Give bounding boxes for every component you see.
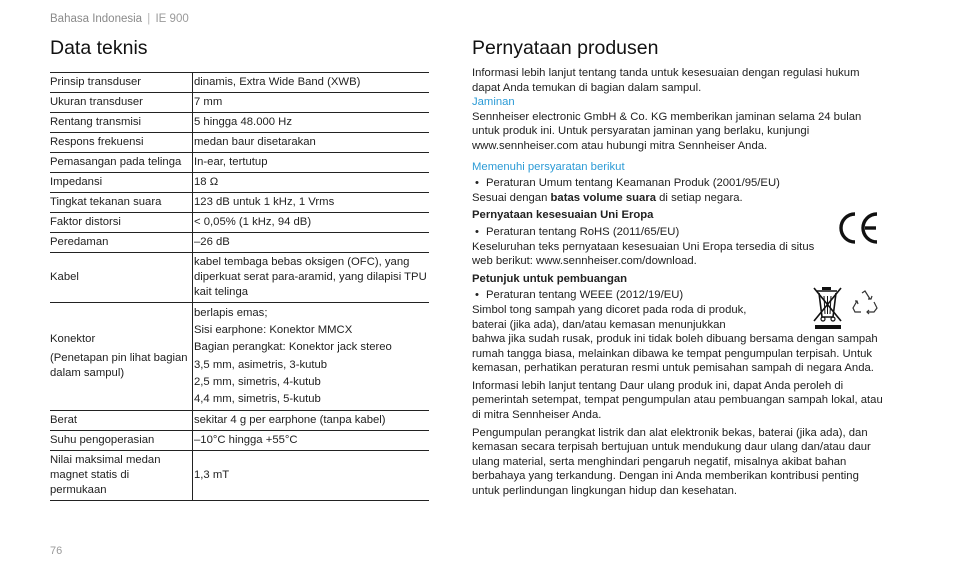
page-number: 76	[50, 545, 63, 557]
header-separator: |	[147, 13, 151, 25]
spec-value: 18 Ω	[193, 173, 430, 193]
page-header	[50, 13, 189, 25]
compliance-text	[472, 191, 884, 206]
spec-value-line: Sisi earphone: Konektor MMCX	[194, 324, 353, 337]
eu-heading: Pernyataan kesesuaian Uni Eropa	[472, 209, 654, 222]
compliance-text-bold: batas volume suara	[550, 191, 656, 204]
spec-value-line: 3,5 mm, asimetris, 3-kutub	[194, 358, 328, 371]
spec-key: Prinsip transduser	[50, 73, 193, 93]
disposal-heading: Petunjuk untuk pembuangan	[472, 272, 628, 285]
spec-value: sekitar 4 g per earphone (tanpa kabel)	[193, 411, 430, 431]
compliance-heading: Memenuhi persyaratan berikut	[472, 160, 625, 173]
compliance-text-pre: Sesuai dengan	[472, 191, 551, 204]
spec-key: Impedansi	[50, 173, 193, 193]
eu-bullet: • Peraturan tentang RoHS (2011/65/EU)	[472, 225, 884, 240]
spec-value: 1,3 mT	[193, 451, 430, 501]
spec-key: Kabel	[50, 253, 193, 303]
spec-value-line: 2,5 mm, simetris, 4-kutub	[194, 375, 321, 388]
table-row	[50, 73, 429, 93]
disposal-paragraph-1: bahwa jika sudah rusak, produk ini tidak boleh dibuang bersama dengan sampah rumah tangga biasa, melainkan dibawa ke tempat pengumpulan terpisah. Untuk kemasan, perhatikan peraturan resmi untuk pemisahan sampah di negara Anda.	[472, 333, 878, 375]
declaration-title: Pernyataan produsen	[472, 37, 659, 59]
spec-key: Peredaman	[50, 233, 193, 253]
ce-mark-icon	[836, 210, 880, 246]
spec-key: Rentang transmisi	[50, 113, 193, 133]
table-row	[50, 451, 429, 501]
table-row	[50, 153, 429, 173]
spec-key: Pemasangan pada telinga	[50, 153, 193, 173]
compliance-text-post: di setiap negara.	[656, 191, 743, 204]
specs-table	[50, 72, 429, 501]
table-row	[50, 93, 429, 113]
spec-value: 5 hingga 48.000 Hz	[193, 113, 430, 133]
technical-data-title: Data teknis	[50, 37, 148, 59]
table-row	[50, 431, 429, 451]
table-row	[50, 253, 429, 303]
spec-value: –10°C hingga +55°C	[193, 431, 430, 451]
header-language: Bahasa Indonesia	[50, 13, 143, 25]
disposal-paragraph-3: Pengumpulan perangkat listrik dan alat elektronik bekas, baterai (jika ada), dan kemasan secara terpisah bertujuan untuk mendukung daur ulang dan/atau daur ulang material, serta menghindari pengaruh negatif, misalnya akibat bahan berbahaya yang terkandung. Dengan ini Anda memberikan kontribusi penting untuk perlindungan lingkungan hidup dan kesehatan.	[472, 426, 871, 498]
table-row	[50, 193, 429, 213]
spec-key-connector	[50, 303, 193, 411]
table-row	[50, 113, 429, 133]
spec-key-note: (Penetapan pin lihat bagian dalam sampul)	[50, 352, 188, 380]
spec-value: 123 dB untuk 1 kHz, 1 Vrms	[193, 193, 430, 213]
spec-value: < 0,05% (1 kHz, 94 dB)	[193, 213, 430, 233]
spec-key: Konektor	[50, 333, 96, 346]
table-row	[50, 213, 429, 233]
spec-key: Nilai maksimal medan magnet statis di permukaan	[50, 451, 193, 501]
spec-key: Tingkat tekanan suara	[50, 193, 193, 213]
table-row	[50, 303, 429, 411]
crossed-out-bin-icon	[812, 285, 844, 331]
spec-value: kabel tembaga bebas oksigen (OFC), yang diperkuat serat para-aramid, yang dilapisi TPU kait telinga	[193, 253, 430, 303]
spec-value: –26 dB	[193, 233, 430, 253]
table-row	[50, 173, 429, 193]
table-row	[50, 133, 429, 153]
disposal-line-2: baterai (jika ada), dan/atau kemasan menunjukkan	[472, 318, 726, 331]
recycle-icon	[851, 289, 879, 317]
technical-data-section	[50, 36, 429, 501]
spec-value: 7 mm	[193, 93, 430, 113]
spec-value: dinamis, Extra Wide Band (XWB)	[193, 73, 430, 93]
warranty-text: Sennheiser electronic GmbH & Co. KG memberikan jaminan selama 24 bulan untuk produk ini. Untuk persyaratan jaminan yang berlaku, kunjungi www.sennheiser.com atau hubungi mitra Sennheiser Anda.	[472, 110, 862, 152]
spec-key: Berat	[50, 411, 193, 431]
warranty-heading: Jaminan	[472, 96, 515, 109]
header-model: IE 900	[155, 13, 189, 25]
manufacturer-declaration-section	[472, 36, 884, 499]
spec-key: Suhu pengoperasian	[50, 431, 193, 451]
spec-value-line: 4,4 mm, simetris, 5-kutub	[194, 393, 321, 406]
spec-key: Ukuran transduser	[50, 93, 193, 113]
spec-key: Faktor distorsi	[50, 213, 193, 233]
spec-value-connector	[193, 303, 430, 411]
eu-text: Keseluruhan teks pernyataan kesesuaian Uni Eropa tersedia di situs web berikut: www.sennheiser.com/download.	[472, 240, 815, 268]
spec-value-line: Bagian perangkat: Konektor jack stereo	[194, 341, 392, 354]
spec-value-line: berlapis emas;	[194, 307, 268, 319]
table-row	[50, 411, 429, 431]
disposal-line-1: Simbol tong sampah yang dicoret pada roda di produk,	[472, 303, 747, 316]
table-row	[50, 233, 429, 253]
disposal-paragraph-2: Informasi lebih lanjut tentang Daur ulang produk ini, dapat Anda peroleh di pemerintah setempat, tempat pengumpulan atau pembuangan sampah lokal, atau di mitra Sennheiser Anda.	[472, 379, 883, 422]
spec-key: Respons frekuensi	[50, 133, 193, 153]
spec-value: In-ear, tertutup	[193, 153, 430, 173]
compliance-bullet: • Peraturan Umum tentang Keamanan Produk (2001/95/EU)	[472, 176, 884, 191]
declaration-intro: Informasi lebih lanjut tentang tanda untuk kesesuaian dengan regulasi hukum dapat Anda temukan di bagian dalam sampul.	[472, 67, 860, 94]
disposal-bullet: • Peraturan tentang WEEE (2012/19/EU)	[472, 288, 884, 303]
spec-value: medan baur disetarakan	[193, 133, 430, 153]
